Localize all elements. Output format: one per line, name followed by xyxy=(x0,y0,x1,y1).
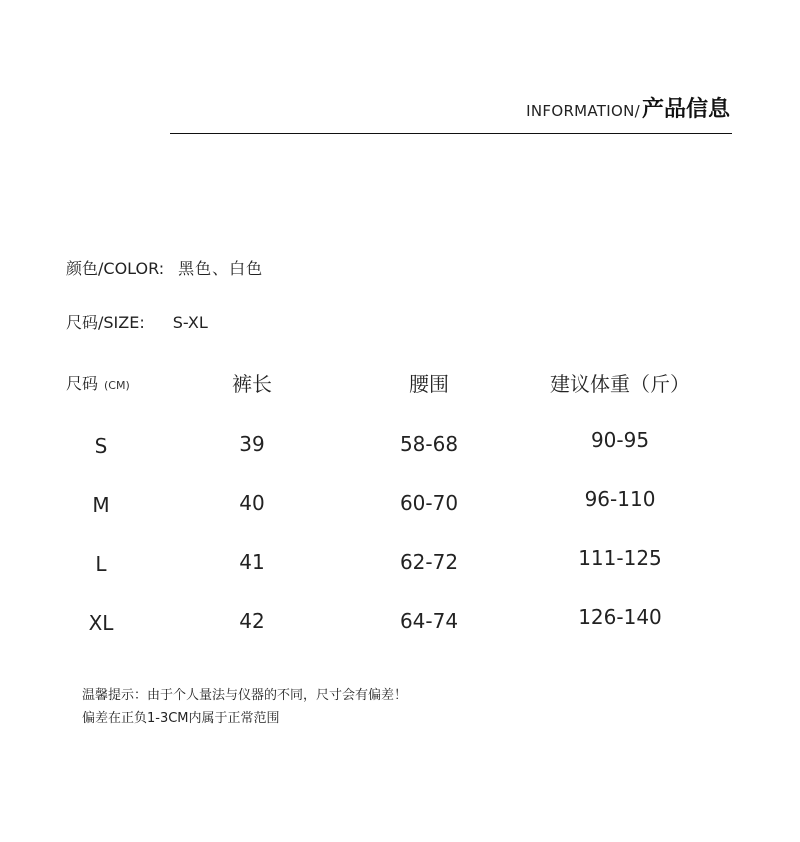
color-label: 颜色/COLOR: xyxy=(66,259,165,278)
cell-size: M xyxy=(92,493,110,517)
col-header-waist: 腰围 xyxy=(409,372,449,396)
cell-waist: 60-70 xyxy=(399,491,459,515)
cell-size: S xyxy=(94,434,108,458)
color-value: 黑色、白色 xyxy=(178,259,264,278)
header-divider xyxy=(170,133,732,134)
cell-length: 40 xyxy=(239,491,265,515)
cell-size: L xyxy=(95,552,107,576)
size-label: 尺码/SIZE: xyxy=(66,313,145,332)
col-header-length: 裤长 xyxy=(232,372,272,396)
section-header xyxy=(526,92,730,123)
cell-size: XL xyxy=(88,611,114,635)
color-info xyxy=(66,256,263,279)
header-title-en: INFORMATION/ xyxy=(526,102,640,120)
cell-waist: 58-68 xyxy=(399,432,459,456)
size-info xyxy=(66,310,208,333)
cell-weight: 90-95 xyxy=(590,428,650,452)
col-header-size-unit: (CM) xyxy=(104,379,130,392)
header-title-cn: 产品信息 xyxy=(641,97,730,122)
note-line-2: 偏差在正负1-3CM内属于正常范围 xyxy=(82,711,280,726)
cell-weight: 111-125 xyxy=(578,546,662,570)
cell-waist: 64-74 xyxy=(399,609,459,633)
note-line-1: 温馨提示：由于个人量法与仪器的不同，尺寸会有偏差！ xyxy=(82,688,408,703)
size-note xyxy=(82,684,407,730)
cell-waist: 62-72 xyxy=(399,550,459,574)
col-header-size xyxy=(66,371,130,394)
col-header-weight: 建议体重（斤） xyxy=(550,372,690,396)
cell-weight: 126-140 xyxy=(578,605,662,629)
cell-length: 39 xyxy=(239,432,265,456)
size-value: S-XL xyxy=(172,313,208,332)
cell-weight: 96-110 xyxy=(584,487,656,511)
cell-length: 42 xyxy=(239,609,265,633)
col-header-size-label: 尺码 xyxy=(66,374,99,393)
cell-length: 41 xyxy=(239,550,265,574)
